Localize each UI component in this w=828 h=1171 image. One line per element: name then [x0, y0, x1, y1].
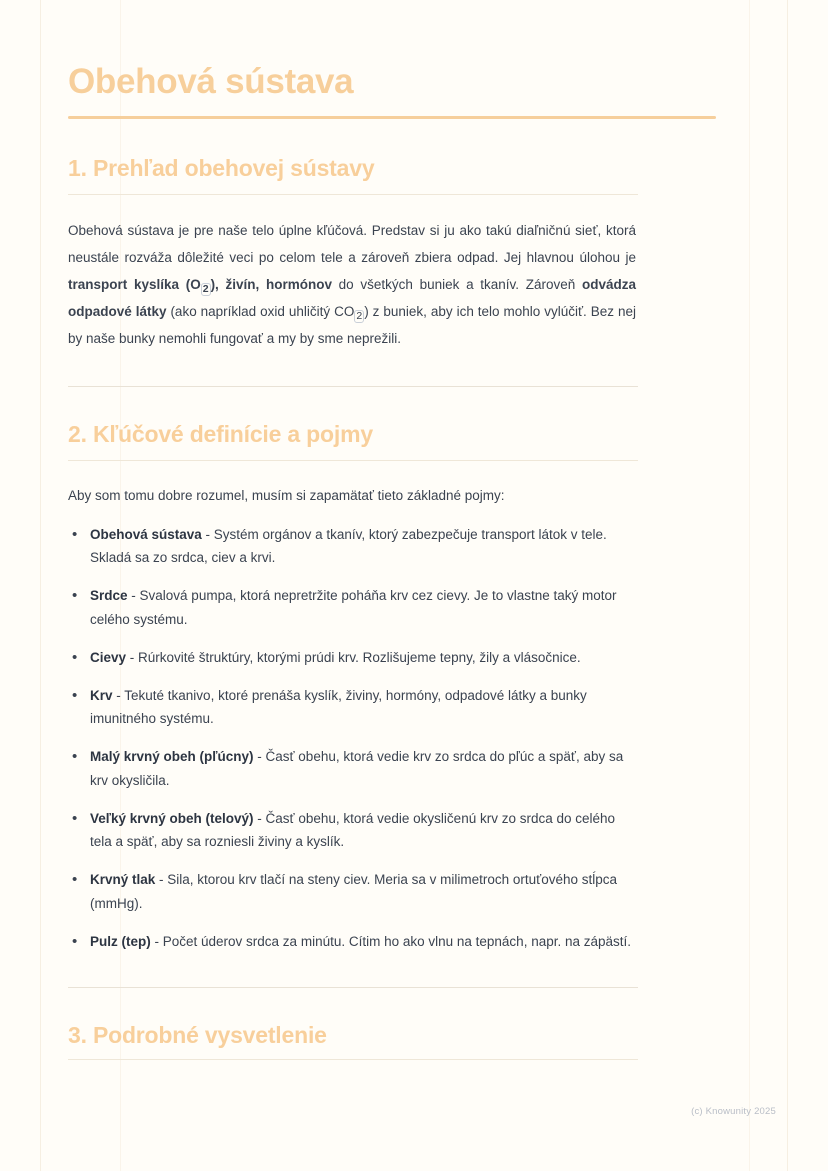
body-text: (ako napríklad oxid uhličitý CO 2 ) z buniek, aby ich telo mohlo vylúčiť. Bez nej by naše bunky nemohli fungovať a my by sme neprežili.: [68, 304, 636, 347]
list-item: [68, 646, 636, 669]
list-item: [68, 684, 636, 730]
margin-guide-left: [40, 0, 41, 1171]
list-item: [68, 745, 636, 791]
term-label: Malý krvný obeh (pľúcny): [90, 749, 254, 765]
terms-list: [68, 523, 636, 953]
term-definition: - Časť obehu, ktorá vedie okysličenú krv zo srdca do celého tela a späť, aby sa rozniesli živiny a kyslík.: [90, 810, 616, 850]
emphasis-text: transport kyslíka (O 2 ), živín, hormónov: [68, 277, 332, 295]
section-divider-2: [68, 460, 638, 461]
term-definition: - Tekuté tkanivo, ktoré prenáša kyslík, živiny, hormóny, odpadové látky a bunky imunitného systému.: [90, 687, 587, 727]
body-text: Obehová sústava je pre naše telo úplne kľúčová. Predstav si ju ako takú diaľničnú sieť, ktorá neustále rozváža dôležité veci po celom tele a zároveň zbiera odpad. Jej hlavnou úlohou je: [68, 223, 636, 266]
section-divider-1: [68, 194, 638, 195]
term-label: Cievy: [90, 649, 127, 665]
term-label: Srdce: [90, 588, 128, 604]
term-definition: - Časť obehu, ktorá vedie krv zo srdca do pľúc a späť, aby sa krv okysličila.: [90, 749, 624, 788]
document-content: [68, 62, 716, 1060]
copyright-footer: (c) Knowunity 2025: [691, 1106, 776, 1117]
term-definition: - Počet úderov srdca za minútu. Cítim ho ako vlnu na tepnách, napr. na zápästí.: [150, 933, 632, 949]
list-item: [68, 868, 636, 914]
list-item: [68, 584, 636, 630]
section-heading-1: 1. Prehľad obehovej sústavy: [68, 155, 375, 182]
section-heading-3: 3. Podrobné vysvetlenie: [68, 1021, 327, 1048]
section-heading-2: 2. Kľúčové definície a pojmy: [68, 421, 373, 448]
term-label: Krv: [90, 687, 113, 703]
subscript-2: 2: [356, 309, 363, 322]
subscript-2: 2: [202, 282, 209, 295]
term-label: Obehová sústava: [90, 526, 202, 542]
list-item: [68, 930, 636, 953]
margin-guide-right: [787, 0, 788, 1171]
term-label: Krvný tlak: [90, 872, 156, 888]
list-item: [68, 523, 636, 569]
section-1-paragraph: [68, 217, 636, 352]
section-2-lead: Aby som tomu dobre rozumel, musím si zapamätať tieto základné pojmy:: [68, 488, 505, 504]
term-definition: - Rúrkovité štruktúry, ktorými prúdi krv. Rozlišujeme tepny, žily a vlásočnice.: [126, 649, 581, 665]
section-divider-3: [68, 1059, 638, 1060]
section-3: [68, 1022, 716, 1060]
term-label: Pulz (tep): [90, 933, 151, 949]
term-definition: - Svalová pumpa, ktorá nepretržite poháňa krv cez cievy. Je to vlastne taký motor celého systému.: [90, 588, 617, 627]
content-divider-2: [68, 987, 638, 988]
content-divider-1: [68, 386, 638, 387]
term-definition: - Sila, ktorou krv tlačí na steny ciev. Meria sa v milimetroch ortuťového stĺpca (mmHg).: [90, 872, 618, 911]
body-text: do všetkých buniek a tkanív. Zároveň: [331, 277, 582, 293]
list-item: [68, 807, 636, 853]
term-label: Veľký krvný obeh (telový): [90, 810, 254, 826]
margin-guide-inner-right: [749, 0, 750, 1171]
page-title: Obehová sústava: [68, 62, 354, 101]
term-definition: - Systém orgánov a tkanív, ktorý zabezpečuje transport látok v tele. Skladá sa zo srdca, ciev a krvi.: [90, 526, 607, 566]
emphasis-text: odvádza odpadové látky: [68, 277, 636, 320]
title-divider: [68, 116, 716, 119]
